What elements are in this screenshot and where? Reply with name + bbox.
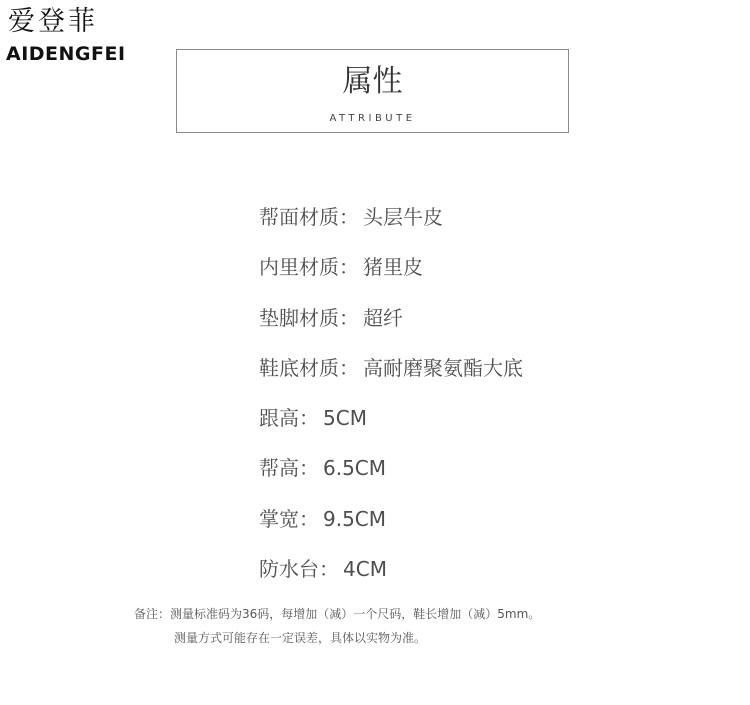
attribute-lining-material [259,249,523,299]
attribute-value: 头层牛皮 [363,205,443,229]
attribute-sole-material [259,350,523,400]
attribute-label: 垫脚材质： [259,305,359,330]
attribute-label: 防水台： [259,557,339,582]
attribute-label: 跟高： [259,406,319,431]
section-title-box [176,49,569,133]
attribute-shaft-height [259,450,523,500]
brand-logo [6,6,156,66]
note-line-2: 测量方式可能存在一定误差，具体以实物为准。 [174,631,427,645]
brand-name-cn: 爱登菲 [8,6,98,37]
brand-name-en: AIDENGFEI [6,43,126,65]
attribute-list [259,199,523,601]
attribute-label: 帮面材质： [259,205,359,229]
attribute-value: 猪里皮 [363,255,423,280]
attribute-platform-height [259,551,523,601]
attribute-label: 内里材质： [259,255,359,280]
attribute-ball-width [259,501,523,551]
attribute-label: 帮高： [259,456,319,481]
attribute-upper-material [259,199,523,249]
size-note [0,602,750,650]
attribute-value: 9.5CM [323,506,387,531]
attribute-insole-material [259,300,523,350]
attribute-value: 4CM [343,557,387,582]
attribute-label: 掌宽： [259,506,319,531]
section-subtitle: ATTRIBUTE [329,113,416,124]
section-title: 属性 [342,64,403,99]
attribute-label: 鞋底材质： [259,355,359,380]
note-line-1: 备注：测量标准码为36码，每增加（减）一个尺码，鞋长增加（减）5mm。 [134,607,541,621]
attribute-value: 6.5CM [323,456,387,481]
attribute-heel-height [259,400,523,450]
attribute-value: 高耐磨聚氨酯大底 [363,355,523,380]
attribute-value: 超纤 [363,305,403,330]
attribute-value: 5CM [323,406,367,431]
